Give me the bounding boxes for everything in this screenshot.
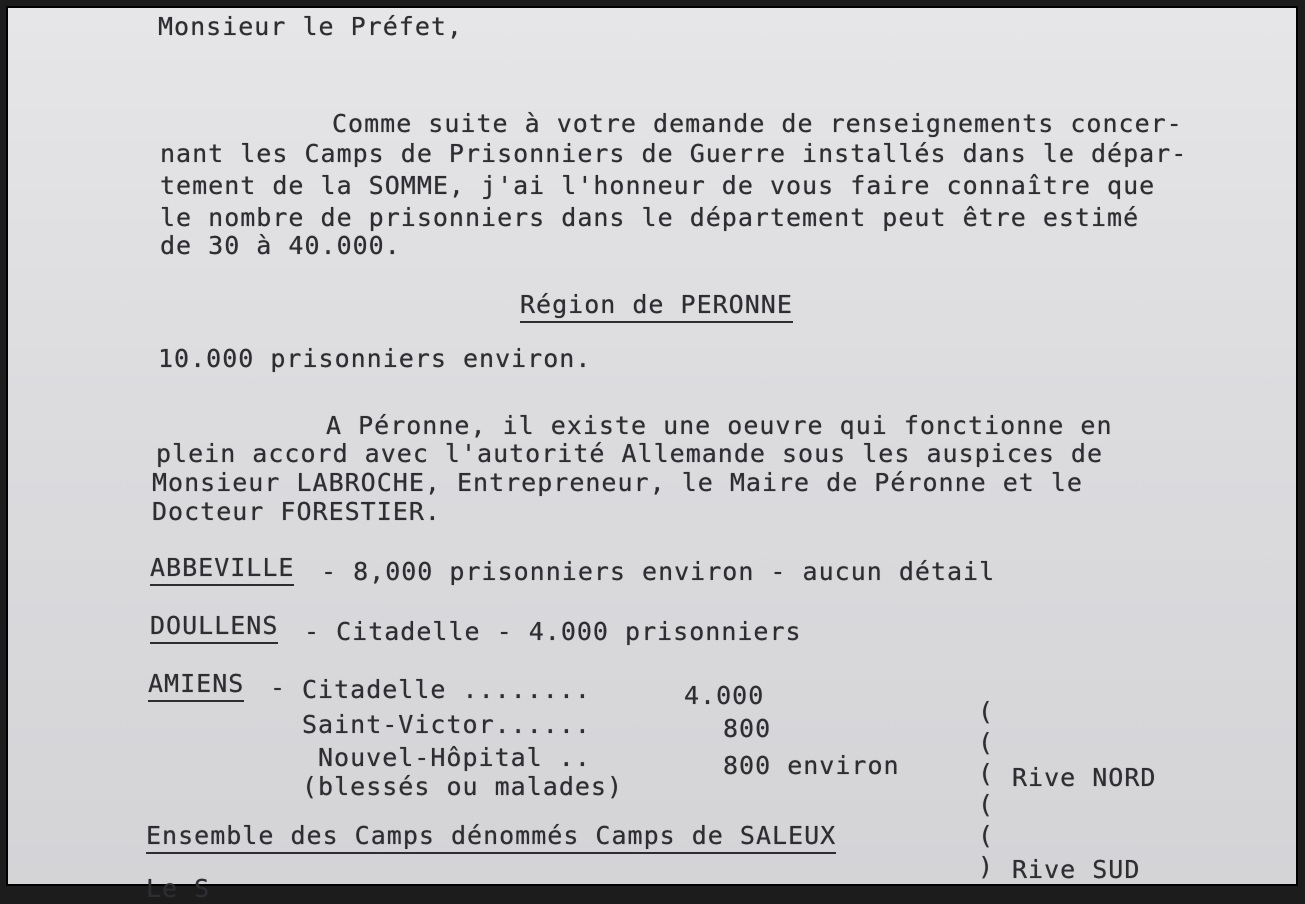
doullens-text: - Citadelle - 4.000 prisonniers [304, 617, 802, 646]
brace-mark: ) [978, 852, 995, 881]
brace-mark: ( [978, 821, 995, 850]
peronne-line-2: plein accord avec l'autorité Allemande sous les auspices de [156, 439, 1104, 468]
region-count: 10.000 prisonniers environ. [158, 344, 592, 373]
rive-nord: Rive NORD [1012, 763, 1157, 792]
salutation: Monsieur le Préfet, [158, 12, 463, 41]
amiens-dash: - [270, 673, 287, 702]
amiens-row-value: 4.000 [684, 681, 765, 710]
saleux-heading: Ensemble des Camps dénommés Camps de SALEUX [146, 821, 836, 854]
amiens-row-label: Nouvel-Hôpital .. [318, 743, 591, 772]
doullens-name: DOULLENS [150, 611, 278, 644]
intro-line-4: le nombre de prisonniers dans le département peut être estimé [160, 203, 1140, 232]
amiens-row-label: Saint-Victor...... [302, 710, 591, 739]
region-heading: Région de PERONNE [520, 290, 793, 323]
amiens-row-label: (blessés ou malades) [302, 772, 624, 801]
amiens-row-value: 800 [723, 714, 772, 743]
peronne-line-1: A Péronne, il existe une oeuvre qui fonctionne en [326, 411, 1113, 440]
letter-page [6, 6, 1298, 903]
amiens-row-label: Citadelle ........ [302, 675, 591, 704]
abbeville-name: ABBEVILLE [150, 553, 294, 586]
intro-line-3: tement de la SOMME, j'ai l'honneur de vous faire connaître que [160, 171, 1156, 200]
brace-mark: ( [978, 759, 995, 788]
intro-line-2: nant les Camps de Prisonniers de Guerre installés dans le dépar- [160, 139, 1188, 168]
peronne-line-4: Docteur FORESTIER. [152, 497, 441, 526]
amiens-row-value: 800 environ [723, 751, 900, 780]
abbeville-text: - 8,000 prisonniers environ - aucun détail [321, 557, 996, 586]
peronne-line-3: Monsieur LABROCHE, Entrepreneur, le Maire de Péronne et le [152, 468, 1083, 497]
brace-mark: ( [978, 728, 995, 757]
amiens-name: AMIENS [148, 669, 244, 702]
brace-mark: ( [978, 697, 995, 726]
intro-line-1: Comme suite à votre demande de renseignements concer- [332, 109, 1183, 138]
next-line-fragment: Le S [146, 874, 211, 903]
rive-sud: Rive SUD [1012, 855, 1141, 884]
brace-mark: ( [978, 790, 995, 819]
intro-line-5: de 30 à 40.000. [160, 231, 401, 260]
